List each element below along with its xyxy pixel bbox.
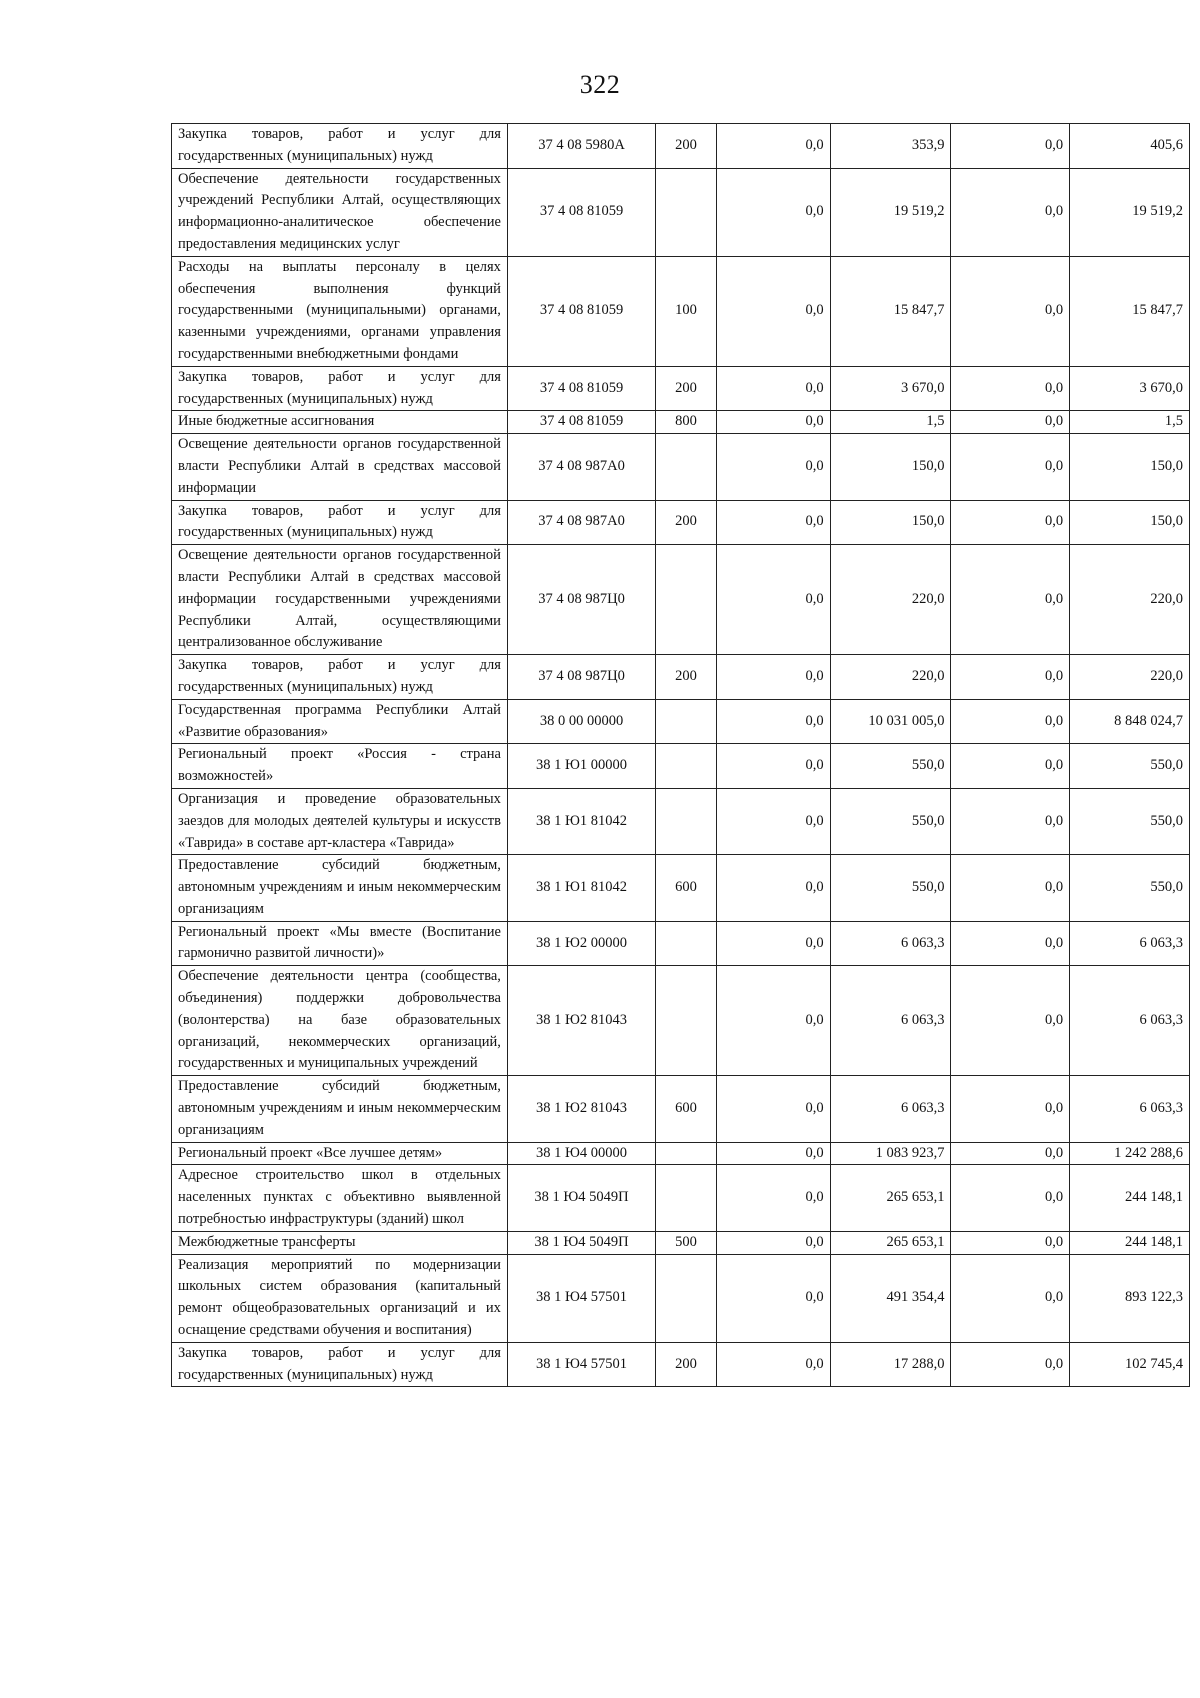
row-value-2-cell: 1,5 (830, 411, 951, 434)
row-value-1-cell: 0,0 (717, 256, 831, 366)
row-code-cell: 38 1 Ю4 5049П (507, 1165, 655, 1231)
table-row (172, 1165, 1190, 1231)
row-type-cell (656, 434, 717, 500)
row-value-2-cell: 220,0 (830, 655, 951, 700)
row-value-3-cell: 0,0 (951, 1142, 1070, 1165)
row-value-3-cell: 0,0 (951, 256, 1070, 366)
row-value-1-cell: 0,0 (717, 744, 831, 789)
row-code-cell: 37 4 08 987А0 (507, 500, 655, 545)
row-value-1-cell: 0,0 (717, 788, 831, 854)
row-value-4-cell: 150,0 (1070, 434, 1190, 500)
table-row (172, 1142, 1190, 1165)
budget-table-body (172, 124, 1190, 1387)
row-value-3-cell: 0,0 (951, 366, 1070, 411)
row-type-cell (656, 1254, 717, 1342)
row-value-2-cell: 3 670,0 (830, 366, 951, 411)
row-value-4-cell: 244 148,1 (1070, 1231, 1190, 1254)
table-row (172, 256, 1190, 366)
row-code-cell: 38 0 00 00000 (507, 699, 655, 744)
row-value-1-cell: 0,0 (717, 1076, 831, 1142)
row-code-cell: 37 4 08 81059 (507, 256, 655, 366)
row-type-cell (656, 744, 717, 789)
row-value-2-cell: 6 063,3 (830, 1076, 951, 1142)
row-type-cell: 600 (656, 855, 717, 921)
row-type-cell (656, 545, 717, 655)
row-value-4-cell: 550,0 (1070, 855, 1190, 921)
table-row (172, 1342, 1190, 1387)
row-value-2-cell: 19 519,2 (830, 168, 951, 256)
row-code-cell: 37 4 08 81059 (507, 168, 655, 256)
row-code-cell: 37 4 08 987Ц0 (507, 655, 655, 700)
row-value-4-cell: 150,0 (1070, 500, 1190, 545)
row-value-2-cell: 491 354,4 (830, 1254, 951, 1342)
row-type-cell (656, 966, 717, 1076)
row-name-cell: Закупка товаров, работ и услуг для государственных (муниципальных) нужд (172, 366, 508, 411)
row-type-cell (656, 1165, 717, 1231)
row-value-3-cell: 0,0 (951, 124, 1070, 169)
row-value-4-cell: 19 519,2 (1070, 168, 1190, 256)
row-code-cell: 38 1 Ю4 57501 (507, 1254, 655, 1342)
row-type-cell (656, 699, 717, 744)
row-value-3-cell: 0,0 (951, 699, 1070, 744)
row-value-1-cell: 0,0 (717, 411, 831, 434)
row-type-cell: 800 (656, 411, 717, 434)
row-value-4-cell: 1 242 288,6 (1070, 1142, 1190, 1165)
row-code-cell: 37 4 08 987Ц0 (507, 545, 655, 655)
row-code-cell: 37 4 08 81059 (507, 366, 655, 411)
table-row (172, 1076, 1190, 1142)
row-type-cell (656, 921, 717, 966)
row-value-4-cell: 3 670,0 (1070, 366, 1190, 411)
row-value-1-cell: 0,0 (717, 168, 831, 256)
row-value-3-cell: 0,0 (951, 168, 1070, 256)
row-value-3-cell: 0,0 (951, 411, 1070, 434)
row-value-3-cell: 0,0 (951, 1165, 1070, 1231)
row-value-1-cell: 0,0 (717, 699, 831, 744)
row-name-cell: Обеспечение деятельности центра (сообщества, объединения) поддержки добровольчества (волонтерства) на базе образовательных организаций, некоммерческих организаций, государственных и муниципальных учреждений (172, 966, 508, 1076)
row-code-cell: 37 4 08 81059 (507, 411, 655, 434)
row-type-cell (656, 788, 717, 854)
row-value-3-cell: 0,0 (951, 921, 1070, 966)
row-value-1-cell: 0,0 (717, 966, 831, 1076)
table-row (172, 500, 1190, 545)
row-value-1-cell: 0,0 (717, 1254, 831, 1342)
row-value-3-cell: 0,0 (951, 545, 1070, 655)
row-name-cell: Организация и проведение образовательных заездов для молодых деятелей культуры и искусств «Таврида» в составе арт-кластера «Таврида» (172, 788, 508, 854)
row-name-cell: Освещение деятельности органов государственной власти Республики Алтай в средствах массовой информации государственными учреждениями Республики Алтай, осуществляющими централизованное обслуживание (172, 545, 508, 655)
row-type-cell: 200 (656, 124, 717, 169)
row-code-cell: 38 1 Ю2 00000 (507, 921, 655, 966)
row-name-cell: Закупка товаров, работ и услуг для государственных (муниципальных) нужд (172, 500, 508, 545)
row-value-1-cell: 0,0 (717, 366, 831, 411)
table-row (172, 744, 1190, 789)
row-name-cell: Освещение деятельности органов государственной власти Республики Алтай в средствах массовой информации (172, 434, 508, 500)
row-value-2-cell: 15 847,7 (830, 256, 951, 366)
row-type-cell (656, 168, 717, 256)
row-type-cell: 200 (656, 655, 717, 700)
row-value-1-cell: 0,0 (717, 500, 831, 545)
row-name-cell: Региональный проект «Мы вместе (Воспитание гармонично развитой личности)» (172, 921, 508, 966)
row-type-cell (656, 1142, 717, 1165)
row-value-4-cell: 550,0 (1070, 744, 1190, 789)
table-row (172, 434, 1190, 500)
row-value-2-cell: 353,9 (830, 124, 951, 169)
row-name-cell: Предоставление субсидий бюджетным, автономным учреждениям и иным некоммерческим организациям (172, 1076, 508, 1142)
table-row (172, 921, 1190, 966)
row-name-cell: Государственная программа Республики Алтай «Развитие образования» (172, 699, 508, 744)
table-row (172, 1254, 1190, 1342)
row-value-1-cell: 0,0 (717, 545, 831, 655)
row-value-3-cell: 0,0 (951, 966, 1070, 1076)
table-row (172, 411, 1190, 434)
row-code-cell: 38 1 Ю4 5049П (507, 1231, 655, 1254)
table-row (172, 545, 1190, 655)
table-row (172, 168, 1190, 256)
table-row (172, 699, 1190, 744)
row-code-cell: 38 1 Ю4 57501 (507, 1342, 655, 1387)
row-value-1-cell: 0,0 (717, 1165, 831, 1231)
row-value-2-cell: 265 653,1 (830, 1231, 951, 1254)
row-value-1-cell: 0,0 (717, 434, 831, 500)
row-type-cell: 100 (656, 256, 717, 366)
row-value-2-cell: 6 063,3 (830, 966, 951, 1076)
row-name-cell: Закупка товаров, работ и услуг для государственных (муниципальных) нужд (172, 124, 508, 169)
row-value-4-cell: 15 847,7 (1070, 256, 1190, 366)
row-type-cell: 200 (656, 1342, 717, 1387)
table-row (172, 966, 1190, 1076)
row-value-1-cell: 0,0 (717, 1231, 831, 1254)
table-row (172, 655, 1190, 700)
row-name-cell: Региональный проект «Россия - страна возможностей» (172, 744, 508, 789)
row-code-cell: 37 4 08 987А0 (507, 434, 655, 500)
row-code-cell: 38 1 Ю2 81043 (507, 966, 655, 1076)
row-value-2-cell: 150,0 (830, 434, 951, 500)
row-value-4-cell: 220,0 (1070, 545, 1190, 655)
row-value-4-cell: 550,0 (1070, 788, 1190, 854)
row-value-3-cell: 0,0 (951, 1254, 1070, 1342)
row-name-cell: Закупка товаров, работ и услуг для государственных (муниципальных) нужд (172, 1342, 508, 1387)
row-value-4-cell: 244 148,1 (1070, 1165, 1190, 1231)
row-code-cell: 38 1 Ю1 00000 (507, 744, 655, 789)
table-row (172, 124, 1190, 169)
row-value-1-cell: 0,0 (717, 1142, 831, 1165)
row-value-2-cell: 265 653,1 (830, 1165, 951, 1231)
row-name-cell: Региональный проект «Все лучшее детям» (172, 1142, 508, 1165)
row-value-3-cell: 0,0 (951, 1231, 1070, 1254)
table-row (172, 1231, 1190, 1254)
row-value-4-cell: 405,6 (1070, 124, 1190, 169)
row-value-2-cell: 17 288,0 (830, 1342, 951, 1387)
budget-table (171, 123, 1190, 1387)
row-value-3-cell: 0,0 (951, 744, 1070, 789)
row-name-cell: Обеспечение деятельности государственных учреждений Республики Алтай, осуществляющих информационно-аналитическое обеспечение предоставления медицинских услуг (172, 168, 508, 256)
row-name-cell: Иные бюджетные ассигнования (172, 411, 508, 434)
row-value-3-cell: 0,0 (951, 1076, 1070, 1142)
row-name-cell: Межбюджетные трансферты (172, 1231, 508, 1254)
row-type-cell: 200 (656, 366, 717, 411)
row-value-2-cell: 550,0 (830, 788, 951, 854)
row-value-4-cell: 6 063,3 (1070, 966, 1190, 1076)
table-row (172, 855, 1190, 921)
row-value-4-cell: 6 063,3 (1070, 921, 1190, 966)
row-value-3-cell: 0,0 (951, 655, 1070, 700)
row-name-cell: Закупка товаров, работ и услуг для государственных (муниципальных) нужд (172, 655, 508, 700)
row-value-2-cell: 550,0 (830, 855, 951, 921)
table-row (172, 366, 1190, 411)
row-code-cell: 38 1 Ю1 81042 (507, 855, 655, 921)
row-value-2-cell: 150,0 (830, 500, 951, 545)
row-code-cell: 37 4 08 5980А (507, 124, 655, 169)
row-value-3-cell: 0,0 (951, 855, 1070, 921)
row-value-3-cell: 0,0 (951, 1342, 1070, 1387)
row-type-cell: 200 (656, 500, 717, 545)
row-value-3-cell: 0,0 (951, 788, 1070, 854)
row-value-2-cell: 1 083 923,7 (830, 1142, 951, 1165)
row-name-cell: Реализация мероприятий по модернизации школьных систем образования (капитальный ремонт общеобразовательных организаций и их оснащение средствами обучения и воспитания) (172, 1254, 508, 1342)
row-value-4-cell: 8 848 024,7 (1070, 699, 1190, 744)
row-value-1-cell: 0,0 (717, 921, 831, 966)
row-value-2-cell: 220,0 (830, 545, 951, 655)
row-value-1-cell: 0,0 (717, 655, 831, 700)
page-number: 322 (579, 70, 621, 99)
row-code-cell: 38 1 Ю4 00000 (507, 1142, 655, 1165)
row-value-1-cell: 0,0 (717, 855, 831, 921)
row-value-4-cell: 893 122,3 (1070, 1254, 1190, 1342)
row-value-4-cell: 6 063,3 (1070, 1076, 1190, 1142)
row-value-1-cell: 0,0 (717, 124, 831, 169)
row-value-4-cell: 102 745,4 (1070, 1342, 1190, 1387)
row-value-4-cell: 1,5 (1070, 411, 1190, 434)
row-value-4-cell: 220,0 (1070, 655, 1190, 700)
row-value-1-cell: 0,0 (717, 1342, 831, 1387)
row-type-cell: 500 (656, 1231, 717, 1254)
row-value-3-cell: 0,0 (951, 500, 1070, 545)
row-type-cell: 600 (656, 1076, 717, 1142)
table-row (172, 788, 1190, 854)
row-code-cell: 38 1 Ю1 81042 (507, 788, 655, 854)
row-name-cell: Расходы на выплаты персоналу в целях обеспечения выполнения функций государственными (муниципальными) органами, казенными учреждениями, органами управления государственными внебюджетными фондами (172, 256, 508, 366)
row-name-cell: Предоставление субсидий бюджетным, автономным учреждениям и иным некоммерческим организациям (172, 855, 508, 921)
row-value-3-cell: 0,0 (951, 434, 1070, 500)
row-value-2-cell: 10 031 005,0 (830, 699, 951, 744)
row-value-2-cell: 550,0 (830, 744, 951, 789)
row-value-2-cell: 6 063,3 (830, 921, 951, 966)
row-name-cell: Адресное строительство школ в отдельных населенных пунктах с объективно выявленной потребностью инфраструктуры (зданий) школ (172, 1165, 508, 1231)
row-code-cell: 38 1 Ю2 81043 (507, 1076, 655, 1142)
